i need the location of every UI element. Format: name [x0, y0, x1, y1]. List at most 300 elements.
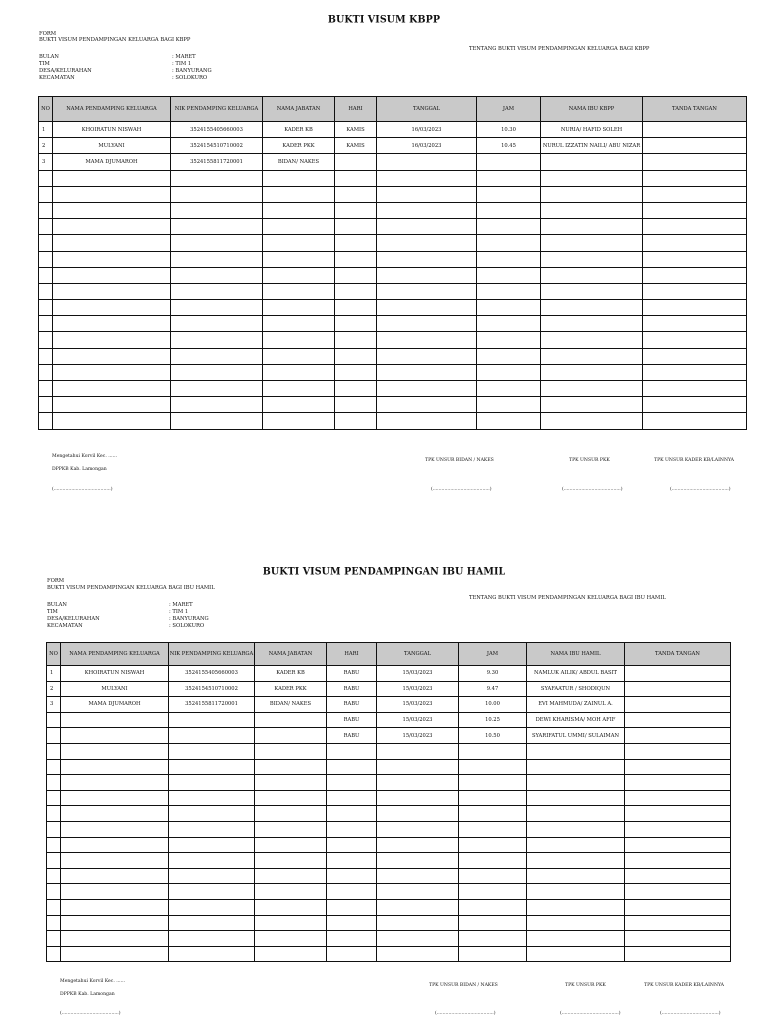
cell-nama-ibu: [527, 759, 625, 775]
meta-kecamatan-label: KECAMATAN: [47, 623, 83, 629]
cell-no: 2: [39, 138, 53, 154]
table-row: [39, 267, 747, 283]
table-row: [47, 806, 731, 822]
cell-no: [39, 170, 53, 186]
cell-jabatan: [263, 219, 335, 235]
cell-jabatan: [263, 316, 335, 332]
table-row: [39, 283, 747, 299]
cell-tanggal: [377, 316, 477, 332]
cell-jabatan: [255, 806, 327, 822]
cell-tanda-tangan: [643, 364, 747, 380]
cell-tanda-tangan: [625, 806, 731, 822]
cell-jabatan: [263, 332, 335, 348]
table-row: [39, 122, 747, 138]
cell-tanda-tangan: [625, 821, 731, 837]
table-row: [47, 712, 731, 728]
cell-tanggal: [377, 413, 477, 429]
cell-jabatan: [263, 300, 335, 316]
meta-bulan-value: : MARET: [172, 54, 196, 60]
cell-jam: [477, 381, 541, 397]
sign-blank-korvil: (.......................................): [52, 487, 113, 492]
cell-jabatan: BIDAN/ NAKES: [255, 697, 327, 713]
cell-nik: [171, 170, 263, 186]
cell-nik: [169, 868, 255, 884]
cell-hari: [327, 899, 377, 915]
cell-nik: [169, 759, 255, 775]
cell-nama-ibu: [527, 899, 625, 915]
cell-nama-ibu: SYARIFATUL UMMI/ SULAIMAN: [527, 728, 625, 744]
cell-tanggal: [377, 381, 477, 397]
cell-jabatan: [255, 837, 327, 853]
cell-jam: [459, 946, 527, 962]
cell-nama-pendamping: MULYANI: [53, 138, 171, 154]
sign-blank-korvil: (.......................................): [60, 1011, 121, 1016]
cell-nama-pendamping: [61, 931, 169, 947]
visum-ibu-hamil-section: [0, 520, 768, 1024]
cell-tanda-tangan: [625, 775, 731, 791]
cell-hari: [335, 235, 377, 251]
form-subtitle: BUKTI VISUM PENDAMPINGAN KELUARGA BAGI KBPP: [39, 37, 191, 43]
cell-nama-ibu: [541, 235, 643, 251]
cell-tanggal: [377, 915, 459, 931]
table-row: [47, 853, 731, 869]
table-row: [47, 666, 731, 682]
table-row: [39, 154, 747, 170]
cell-tanggal: 16/03/2023: [377, 122, 477, 138]
cell-tanggal: [377, 219, 477, 235]
cell-nama-ibu: [541, 219, 643, 235]
cell-hari: [335, 316, 377, 332]
cell-tanggal: [377, 235, 477, 251]
meta-tim-label: TIM: [39, 61, 50, 67]
cell-jam: [459, 806, 527, 822]
cell-jabatan: [263, 397, 335, 413]
cell-nik: [171, 283, 263, 299]
cell-hari: [335, 251, 377, 267]
cell-jabatan: [263, 235, 335, 251]
cell-jabatan: [263, 381, 335, 397]
cell-nama-pendamping: [61, 743, 169, 759]
cell-tanggal: [377, 300, 477, 316]
cell-jam: [459, 837, 527, 853]
cell-jam: 10.45: [477, 138, 541, 154]
cell-tanda-tangan: [625, 915, 731, 931]
office-text: DPPKB Kab. Lamongan: [52, 467, 107, 472]
cell-nama-ibu: [541, 267, 643, 283]
cell-nama-ibu: [527, 946, 625, 962]
cell-jam: 10.25: [459, 712, 527, 728]
cell-jam: [477, 251, 541, 267]
cell-hari: [327, 806, 377, 822]
cell-jam: [459, 759, 527, 775]
cell-tanda-tangan: [643, 186, 747, 202]
cell-hari: RABU: [327, 666, 377, 682]
cell-hari: [335, 332, 377, 348]
cell-jabatan: [263, 251, 335, 267]
col-tanda-tangan: TANDA TANGAN: [643, 97, 747, 122]
cell-tanda-tangan: [625, 728, 731, 744]
cell-nama-ibu: [541, 300, 643, 316]
cell-nama-ibu: SYAFAATUR / SHODIQUN: [527, 681, 625, 697]
cell-jam: [477, 348, 541, 364]
col-jam: JAM: [459, 643, 527, 666]
cell-jam: [459, 853, 527, 869]
cell-nik: [171, 332, 263, 348]
cell-tanggal: 16/03/2023: [377, 138, 477, 154]
cell-hari: [335, 364, 377, 380]
cell-tanda-tangan: [643, 170, 747, 186]
cell-tanggal: [377, 806, 459, 822]
table-row: [47, 899, 731, 915]
cell-nik: [169, 884, 255, 900]
cell-nik: [169, 743, 255, 759]
cell-tanggal: [377, 186, 477, 202]
cell-tanda-tangan: [643, 219, 747, 235]
cell-tanda-tangan: [625, 790, 731, 806]
cell-jam: [477, 267, 541, 283]
cell-nik: [169, 821, 255, 837]
col-nama-pendamping: NAMA PENDAMPING KELUARGA: [53, 97, 171, 122]
col-no: NO: [47, 643, 61, 666]
table-row: [39, 300, 747, 316]
cell-jabatan: [263, 170, 335, 186]
cell-tanggal: [377, 397, 477, 413]
cell-jam: [477, 235, 541, 251]
cell-jam: [459, 915, 527, 931]
cell-nik: [171, 235, 263, 251]
cell-no: [39, 413, 53, 429]
cell-nama-pendamping: [61, 775, 169, 791]
cell-tanggal: [377, 283, 477, 299]
cell-hari: [335, 397, 377, 413]
cell-tanda-tangan: [625, 837, 731, 853]
cell-no: [39, 235, 53, 251]
cell-jabatan: [263, 348, 335, 364]
meta-desa-value: : BANYURANG: [169, 616, 209, 622]
cell-tanda-tangan: [643, 316, 747, 332]
cell-nik: [171, 267, 263, 283]
cell-nama-pendamping: [61, 868, 169, 884]
cell-no: 2: [47, 681, 61, 697]
cell-jam: [459, 790, 527, 806]
meta-kecamatan-value: : SOLOKURO: [172, 75, 208, 81]
cell-tanggal: [377, 899, 459, 915]
cell-jam: [477, 283, 541, 299]
tpk-pkk-label: TPK UNSUR PKK: [569, 458, 610, 463]
cell-nama-pendamping: [61, 759, 169, 775]
office-text: DPPKB Kab. Lamongan: [60, 992, 115, 997]
cell-nama-pendamping: [53, 348, 171, 364]
cell-nama-pendamping: [53, 170, 171, 186]
cell-no: [47, 899, 61, 915]
cell-no: [47, 806, 61, 822]
cell-nik: [169, 837, 255, 853]
cell-jabatan: [263, 413, 335, 429]
cell-tanda-tangan: [643, 251, 747, 267]
cell-nik: [169, 915, 255, 931]
cell-jabatan: KADER KB: [255, 666, 327, 682]
cell-nik: [169, 806, 255, 822]
col-jam: JAM: [477, 97, 541, 122]
cell-nama-ibu: [541, 154, 643, 170]
table-row: [47, 946, 731, 962]
cell-hari: RABU: [327, 712, 377, 728]
cell-jam: [477, 397, 541, 413]
cell-nama-ibu: EVI MAHMUDA/ ZAINUL A.: [527, 697, 625, 713]
cell-nama-ibu: DEWI KHARISMA/ MOH AFIF: [527, 712, 625, 728]
cell-tanda-tangan: [625, 759, 731, 775]
cell-tanggal: 15/03/2023: [377, 712, 459, 728]
cell-nama-ibu: [527, 853, 625, 869]
cell-tanda-tangan: [643, 267, 747, 283]
cell-jam: [459, 899, 527, 915]
cell-tanggal: 15/03/2023: [377, 666, 459, 682]
cell-nik: [171, 381, 263, 397]
cell-jam: [477, 154, 541, 170]
cell-jabatan: [255, 915, 327, 931]
cell-nama-pendamping: [61, 853, 169, 869]
cell-tanda-tangan: [643, 235, 747, 251]
cell-jam: [477, 316, 541, 332]
cell-hari: [327, 821, 377, 837]
cell-no: [39, 332, 53, 348]
cell-no: [47, 946, 61, 962]
cell-nama-pendamping: [53, 186, 171, 202]
cell-tanggal: [377, 884, 459, 900]
cell-nama-pendamping: [61, 884, 169, 900]
col-jabatan: NAMA JABATAN: [263, 97, 335, 122]
cell-jam: 9.30: [459, 666, 527, 682]
cell-tanda-tangan: [643, 348, 747, 364]
cell-hari: [327, 775, 377, 791]
cell-nik: 3524155811720001: [171, 154, 263, 170]
cell-jabatan: [255, 853, 327, 869]
cell-nik: [171, 348, 263, 364]
cell-tanda-tangan: [625, 884, 731, 900]
cell-tanda-tangan: [625, 868, 731, 884]
table-row: [39, 332, 747, 348]
cell-tanda-tangan: [643, 397, 747, 413]
cell-tanggal: [377, 267, 477, 283]
tpk-kader-label: TPK UNSUR KADER KB/LAINNYA: [644, 983, 724, 988]
cell-tanggal: [377, 332, 477, 348]
cell-tanggal: [377, 853, 459, 869]
table-row: [47, 931, 731, 947]
cell-no: [39, 186, 53, 202]
cell-no: [47, 743, 61, 759]
cell-nik: [171, 202, 263, 218]
cell-hari: [335, 170, 377, 186]
table-row: [39, 138, 747, 154]
table-row: [39, 170, 747, 186]
col-nik: NIK PENDAMPING KELUARGA: [171, 97, 263, 122]
cell-jam: [459, 775, 527, 791]
cell-nama-ibu: [541, 316, 643, 332]
tpk-bidan-label: TPK UNSUR BIDAN / NAKES: [429, 983, 498, 988]
cell-tanda-tangan: [643, 332, 747, 348]
cell-hari: [335, 267, 377, 283]
cell-jam: [459, 868, 527, 884]
cell-nama-ibu: [527, 790, 625, 806]
form-subtitle: BUKTI VISUM PENDAMPINGAN KELUARGA BAGI IBU HAMIL: [47, 585, 215, 591]
table-row: [47, 837, 731, 853]
cell-hari: [335, 202, 377, 218]
table-row: [39, 251, 747, 267]
col-nama-ibu: NAMA IBU KBPP: [541, 97, 643, 122]
form-label: FORM: [39, 31, 57, 37]
cell-tanggal: 15/03/2023: [377, 728, 459, 744]
cell-hari: [327, 853, 377, 869]
table-row: [39, 348, 747, 364]
cell-nama-ibu: [541, 202, 643, 218]
table-row: [47, 681, 731, 697]
table-row: [47, 697, 731, 713]
cell-tanda-tangan: [625, 666, 731, 682]
cell-nama-pendamping: KHOIRATUN NISWAH: [53, 122, 171, 138]
cell-nik: [171, 186, 263, 202]
cell-jam: 10.00: [459, 697, 527, 713]
cell-nik: [171, 316, 263, 332]
section-title: BUKTI VISUM KBPP: [327, 13, 441, 26]
cell-tanggal: [377, 821, 459, 837]
cell-tanda-tangan: [643, 202, 747, 218]
cell-nama-pendamping: [61, 821, 169, 837]
cell-jam: [477, 332, 541, 348]
cell-jam: [477, 413, 541, 429]
cell-nama-pendamping: [61, 790, 169, 806]
cell-jabatan: [255, 931, 327, 947]
meta-tim-value: : TIM 1: [169, 609, 189, 615]
cell-jabatan: [255, 790, 327, 806]
sign-blank-kader: (.......................................): [670, 487, 731, 492]
cell-nik: [171, 219, 263, 235]
sign-blank-bidan: (.......................................): [435, 1011, 496, 1016]
cell-jabatan: [255, 775, 327, 791]
meta-desa-label: DESA/KELURAHAN: [47, 616, 100, 622]
col-tanggal: TANGGAL: [377, 643, 459, 666]
meta-kecamatan-value: : SOLOKURO: [169, 623, 205, 629]
cell-hari: KAMIS: [335, 138, 377, 154]
cell-nama-ibu: [541, 283, 643, 299]
cell-nama-ibu: [527, 884, 625, 900]
cell-no: [39, 348, 53, 364]
cell-hari: [327, 743, 377, 759]
cell-jabatan: [255, 821, 327, 837]
cell-hari: [327, 837, 377, 853]
cell-no: [47, 915, 61, 931]
form-label: FORM: [47, 578, 65, 584]
table-row: [47, 821, 731, 837]
cell-nik: [171, 251, 263, 267]
cell-no: [47, 853, 61, 869]
col-tanda-tangan: TANDA TANGAN: [625, 643, 731, 666]
cell-no: 3: [47, 697, 61, 713]
cell-hari: [327, 759, 377, 775]
cell-nama-pendamping: [61, 915, 169, 931]
cell-tanda-tangan: [643, 122, 747, 138]
tpk-pkk-label: TPK UNSUR PKK: [565, 983, 606, 988]
cell-nik: [169, 946, 255, 962]
cell-no: [47, 759, 61, 775]
tpk-bidan-label: TPK UNSUR BIDAN / NAKES: [425, 458, 494, 463]
cell-jam: [459, 884, 527, 900]
cell-jabatan: [255, 759, 327, 775]
col-jabatan: NAMA JABATAN: [255, 643, 327, 666]
cell-hari: KAMIS: [335, 122, 377, 138]
cell-jam: [459, 821, 527, 837]
cell-tanggal: [377, 931, 459, 947]
cell-hari: RABU: [327, 728, 377, 744]
cell-nama-ibu: [541, 170, 643, 186]
cell-nama-ibu: [527, 743, 625, 759]
table-row: [47, 775, 731, 791]
cell-hari: RABU: [327, 697, 377, 713]
known-by-text: Mengetahui Korvil Kec. ......: [60, 979, 126, 984]
cell-hari: [327, 790, 377, 806]
sign-blank-bidan: (.......................................): [431, 487, 492, 492]
cell-no: [39, 364, 53, 380]
cell-nama-pendamping: MAMA DJUMAROH: [61, 697, 169, 713]
cell-nama-ibu: [527, 837, 625, 853]
col-hari: HARI: [335, 97, 377, 122]
cell-nik: [171, 364, 263, 380]
meta-bulan-value: : MARET: [169, 602, 193, 608]
table-row: [39, 413, 747, 429]
meta-tim-value: : TIM 1: [172, 61, 192, 67]
cell-hari: [327, 884, 377, 900]
cell-tanda-tangan: [625, 697, 731, 713]
meta-tim-label: TIM: [47, 609, 58, 615]
cell-tanggal: [377, 170, 477, 186]
cell-nik: [169, 899, 255, 915]
cell-no: 1: [47, 666, 61, 682]
cell-tanggal: [377, 364, 477, 380]
cell-hari: [327, 868, 377, 884]
cell-no: [39, 219, 53, 235]
cell-tanda-tangan: [643, 381, 747, 397]
section-title: BUKTI VISUM PENDAMPINGAN IBU HAMIL: [262, 565, 506, 578]
cell-jabatan: [255, 946, 327, 962]
cell-jabatan: [255, 728, 327, 744]
meta-bulan-label: BULAN: [47, 602, 67, 608]
cell-nik: 3524155811720001: [169, 697, 255, 713]
cell-nik: [169, 775, 255, 791]
cell-jam: 10.30: [477, 122, 541, 138]
cell-no: [39, 300, 53, 316]
cell-nama-ibu: [541, 348, 643, 364]
table-row: [47, 915, 731, 931]
table-row: [39, 202, 747, 218]
cell-jabatan: [255, 868, 327, 884]
cell-tanggal: [377, 837, 459, 853]
cell-nama-ibu: [541, 251, 643, 267]
about-text: TENTANG BUKTI VISUM PENDAMPINGAN KELUARGA BAGI KBPP: [469, 46, 650, 52]
cell-no: [39, 202, 53, 218]
cell-nik: [171, 413, 263, 429]
cell-jam: 10.50: [459, 728, 527, 744]
col-nik: NIK PENDAMPING KELUARGA: [169, 643, 255, 666]
table-row: [39, 235, 747, 251]
meta-desa-value: : BANYURANG: [172, 68, 212, 74]
cell-jabatan: [255, 743, 327, 759]
cell-tanggal: [377, 251, 477, 267]
cell-nama-ibu: [541, 186, 643, 202]
cell-nama-pendamping: MAMA DJUMAROH: [53, 154, 171, 170]
cell-nama-pendamping: [61, 728, 169, 744]
sign-blank-pkk: (.......................................): [562, 487, 623, 492]
cell-nik: [169, 712, 255, 728]
sign-blank-pkk: (.......................................): [560, 1011, 621, 1016]
